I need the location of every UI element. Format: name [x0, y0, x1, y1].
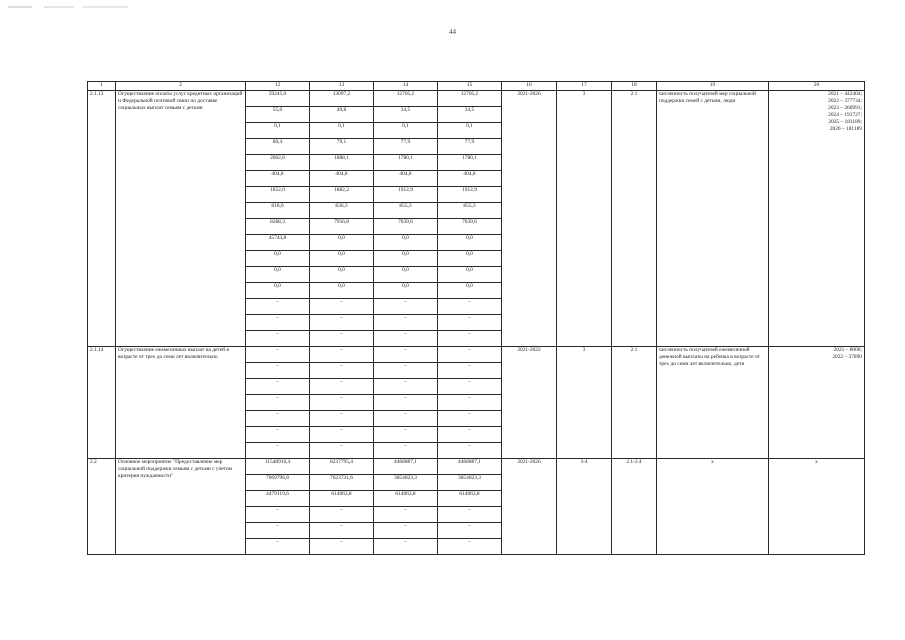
- indicator-cell: x: [657, 459, 769, 555]
- funding-value: –: [438, 427, 502, 443]
- funding-value: 4468887,1: [374, 459, 438, 475]
- funding-value: 3854823,3: [438, 475, 502, 491]
- funding-value: –: [374, 523, 438, 539]
- funding-value: 404,8: [374, 171, 438, 187]
- funding-value: 0,0: [310, 251, 374, 267]
- measures-table-container: [87, 81, 864, 555]
- period-cell: 2021-2022: [502, 347, 557, 459]
- funding-value: 8288,3: [246, 219, 310, 235]
- funding-value: 7956,8: [310, 219, 374, 235]
- funding-value: –: [374, 379, 438, 395]
- funding-value: –: [374, 539, 438, 555]
- funding-value: 404,8: [438, 171, 502, 187]
- measure-number: 2.1.13: [88, 91, 116, 347]
- funding-value: –: [438, 539, 502, 555]
- funding-value: 404,8: [246, 171, 310, 187]
- col18-cell: 2.1: [612, 91, 657, 347]
- funding-value: 0,1: [310, 123, 374, 139]
- funding-value: –: [438, 299, 502, 315]
- header-cell: 2: [116, 82, 246, 91]
- col17-cell: 3-4: [557, 459, 612, 555]
- funding-value: –: [310, 507, 374, 523]
- funding-value: –: [374, 507, 438, 523]
- funding-value: –: [310, 539, 374, 555]
- funding-value: –: [246, 523, 310, 539]
- funding-value: 0,0: [374, 283, 438, 299]
- funding-value: –: [246, 395, 310, 411]
- funding-value: 0,0: [246, 283, 310, 299]
- col18-cell: 2.1-2.4: [612, 459, 657, 555]
- funding-value: 0,0: [374, 267, 438, 283]
- funding-value: 614063,8: [374, 491, 438, 507]
- funding-value: –: [246, 539, 310, 555]
- funding-value: –: [374, 363, 438, 379]
- funding-value: 0,0: [374, 251, 438, 267]
- funding-value: –: [374, 411, 438, 427]
- funding-value: 34,5: [438, 107, 502, 123]
- funding-value: –: [246, 427, 310, 443]
- funding-value: –: [246, 507, 310, 523]
- funding-value: –: [438, 395, 502, 411]
- funding-value: –: [438, 363, 502, 379]
- funding-value: 2002,6: [246, 155, 310, 171]
- funding-value: –: [438, 411, 502, 427]
- header-cell: 1: [88, 82, 116, 91]
- funding-value: –: [374, 395, 438, 411]
- funding-value: 77,9: [438, 139, 502, 155]
- col17-cell: 3: [557, 347, 612, 459]
- funding-value: 55,0: [246, 107, 310, 123]
- funding-value: 0,0: [310, 267, 374, 283]
- header-cell: 12: [246, 82, 310, 91]
- funding-value: –: [438, 523, 502, 539]
- funding-value: –: [374, 315, 438, 331]
- funding-value: –: [438, 347, 502, 363]
- indicator-values-cell: 2021 – 8000; 2022 – 37890: [769, 347, 865, 459]
- scan-artifact: [8, 6, 128, 8]
- funding-value: –: [310, 523, 374, 539]
- funding-value: 855,3: [438, 203, 502, 219]
- funding-value: 7639,6: [438, 219, 502, 235]
- measure-name: Основное мероприятие "Предоставление мер социальной поддержки семьям с детьми с учетом критерия нуждаемости": [116, 459, 246, 555]
- funding-value: –: [374, 347, 438, 363]
- funding-value: 0,0: [438, 267, 502, 283]
- funding-value: –: [438, 315, 502, 331]
- funding-value: –: [310, 315, 374, 331]
- funding-value: 1888,1: [310, 155, 374, 171]
- funding-value: 59245,0: [246, 91, 310, 107]
- funding-value: 49,8: [310, 107, 374, 123]
- measures-table: [87, 81, 865, 555]
- funding-value: –: [310, 411, 374, 427]
- funding-value: 0,0: [438, 235, 502, 251]
- funding-value: 0,0: [310, 235, 374, 251]
- page-number: 44: [449, 28, 456, 36]
- header-cell: 14: [374, 82, 438, 91]
- funding-value: –: [246, 363, 310, 379]
- header-cell: 16: [502, 82, 557, 91]
- funding-value: 7623731,6: [310, 475, 374, 491]
- header-cell: 15: [438, 82, 502, 91]
- funding-value: 45743,8: [246, 235, 310, 251]
- funding-value: –: [310, 347, 374, 363]
- indicator-cell: численность получателей ежемесячной денежной выплаты на ребенка в возрасте от трех до семи лет включительно, дети: [657, 347, 769, 459]
- funding-value: –: [310, 379, 374, 395]
- funding-value: 12705,2: [438, 91, 502, 107]
- funding-value: 7639,6: [374, 219, 438, 235]
- funding-value: 404,8: [310, 171, 374, 187]
- funding-value: –: [374, 331, 438, 347]
- funding-value: 836,3: [310, 203, 374, 219]
- funding-value: 8237795,4: [310, 459, 374, 475]
- funding-value: –: [246, 411, 310, 427]
- funding-value: 0,1: [374, 123, 438, 139]
- funding-value: 855,3: [374, 203, 438, 219]
- funding-value: 0,1: [246, 123, 310, 139]
- funding-value: –: [310, 331, 374, 347]
- funding-value: –: [310, 363, 374, 379]
- funding-value: 11548916,4: [246, 459, 310, 475]
- funding-value: 1882,2: [310, 187, 374, 203]
- funding-value: –: [246, 347, 310, 363]
- funding-value: –: [246, 299, 310, 315]
- funding-value: –: [246, 443, 310, 459]
- funding-value: 12705,2: [374, 91, 438, 107]
- header-cell: 20: [769, 82, 865, 91]
- funding-value: 13097,2: [310, 91, 374, 107]
- funding-value: –: [310, 427, 374, 443]
- funding-value: 0,0: [246, 267, 310, 283]
- indicator-values-cell: x: [769, 459, 865, 555]
- funding-value: 77,9: [374, 139, 438, 155]
- funding-value: 80,4: [246, 139, 310, 155]
- table-row: [88, 347, 865, 363]
- funding-value: 0,0: [246, 251, 310, 267]
- funding-value: –: [310, 443, 374, 459]
- funding-value: 0,1: [438, 123, 502, 139]
- funding-value: 1912,9: [438, 187, 502, 203]
- funding-value: –: [246, 379, 310, 395]
- measure-name: Осуществление ежемесячных выплат на детей в возрасте от трех до семи лет включительно: [116, 347, 246, 459]
- funding-value: 4479119,6: [246, 491, 310, 507]
- funding-value: 3854823,3: [374, 475, 438, 491]
- table-row: [88, 459, 865, 475]
- measure-number: 2.1.14: [88, 347, 116, 459]
- funding-value: 0,0: [374, 235, 438, 251]
- funding-value: 1912,9: [374, 187, 438, 203]
- funding-value: –: [438, 379, 502, 395]
- col18-cell: 2.1: [612, 347, 657, 459]
- funding-value: 79,1: [310, 139, 374, 155]
- indicator-cell: численность получателей мер социальной поддержки семей с детьми, люди: [657, 91, 769, 347]
- funding-value: 1780,1: [374, 155, 438, 171]
- funding-value: –: [246, 315, 310, 331]
- funding-value: 0,0: [438, 251, 502, 267]
- funding-value: –: [438, 507, 502, 523]
- funding-value: –: [438, 331, 502, 347]
- funding-value: –: [374, 299, 438, 315]
- funding-value: 0,0: [310, 283, 374, 299]
- funding-value: 1852,0: [246, 187, 310, 203]
- funding-value: 0,0: [438, 283, 502, 299]
- funding-value: 7069796,8: [246, 475, 310, 491]
- funding-value: 614063,8: [310, 491, 374, 507]
- table-row: [88, 91, 865, 107]
- funding-value: –: [374, 427, 438, 443]
- indicator-values-cell: 2021 – 442404; 2022 – 377734; 2023 – 260991; 2024 – 191727; 2025 – 181189; 2026 – 181189: [769, 91, 865, 347]
- funding-value: –: [374, 443, 438, 459]
- header-cell: 13: [310, 82, 374, 91]
- period-cell: 2021-2026: [502, 459, 557, 555]
- header-row: [88, 82, 865, 91]
- funding-value: 34,5: [374, 107, 438, 123]
- measure-number: 2.2: [88, 459, 116, 555]
- header-cell: 18: [612, 82, 657, 91]
- header-cell: 17: [557, 82, 612, 91]
- period-cell: 2021-2026: [502, 91, 557, 347]
- col17-cell: 3: [557, 91, 612, 347]
- funding-value: –: [310, 395, 374, 411]
- funding-value: 818,0: [246, 203, 310, 219]
- funding-value: –: [310, 299, 374, 315]
- funding-value: 1780,1: [438, 155, 502, 171]
- measure-name: Осуществление оплаты услуг кредитных организаций и Федеральной почтовой связи по доставке социальных выплат семьям с детьми: [116, 91, 246, 347]
- funding-value: –: [246, 331, 310, 347]
- funding-value: –: [438, 443, 502, 459]
- funding-value: 4468887,1: [438, 459, 502, 475]
- header-cell: 19: [657, 82, 769, 91]
- funding-value: 614063,8: [438, 491, 502, 507]
